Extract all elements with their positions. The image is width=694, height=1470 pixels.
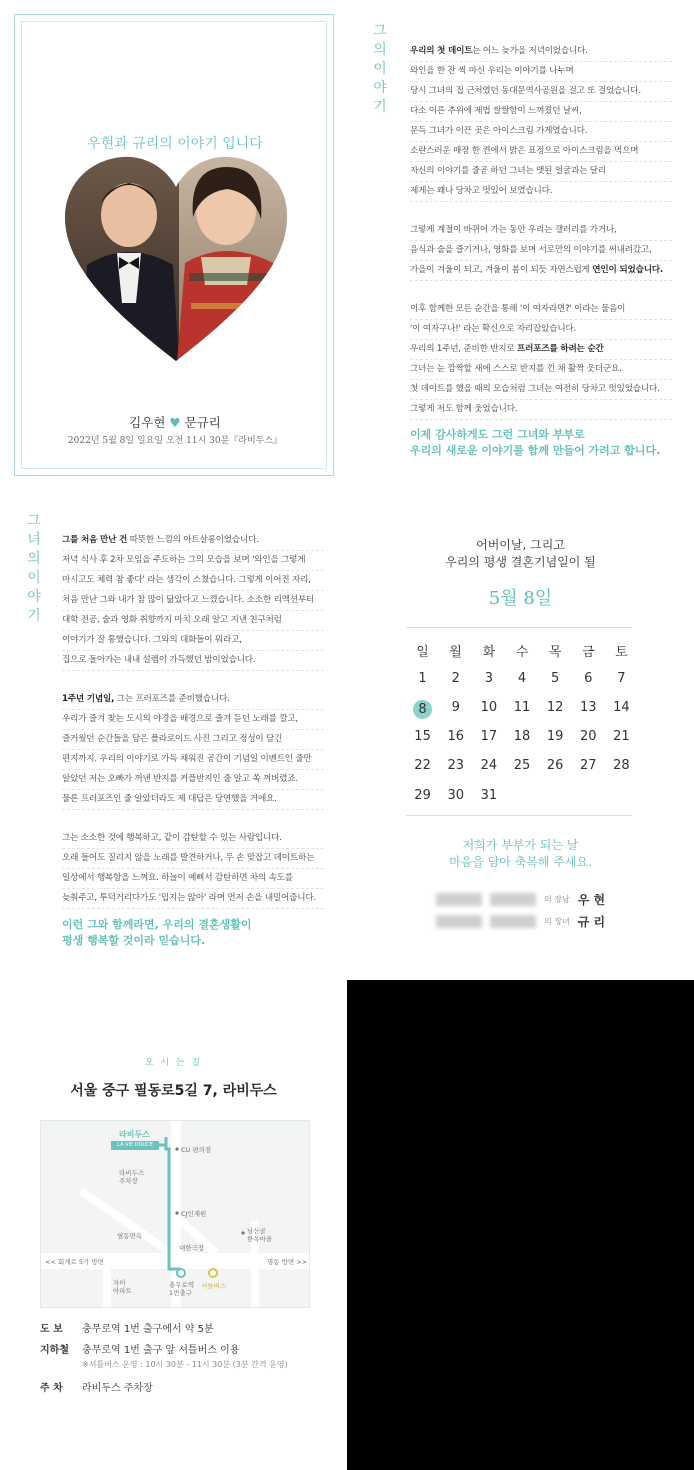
map-shuttle-label: 셔틀버스 (201, 1282, 227, 1290)
calendar-day: 16 (447, 729, 464, 744)
story-text: 마시고도 체력 참 좋다' 라는 생각이 스쳤습니다. 그렇게 이어진 자리, (62, 575, 311, 585)
calendar-weekday: 화 (482, 645, 496, 660)
calendar-day: 10 (480, 700, 498, 715)
venue-address: 서울 중구 필동로5길 7, 라비두스 (70, 1083, 277, 1099)
calendar-day: 4 (517, 671, 527, 686)
directions-note: ※셔틀버스 운영 : 10시 30분 - 11시 30분 (3분 간격 운영) (82, 1360, 288, 1369)
directions-key: 도 보 (40, 1324, 63, 1335)
vertical-label-char: 의 (373, 42, 387, 58)
story-text: 는 어느 늦가을 저녁이었습니다. (472, 46, 588, 56)
groom-name: 김우현 (129, 415, 166, 430)
couple-heart-photo (61, 153, 291, 363)
calendar-day: 1 (418, 671, 427, 686)
directions-value: 충무로역 1번 출구 앞 셔틀버스 이용 (82, 1345, 240, 1356)
vertical-label-char: 기 (373, 99, 387, 115)
story-line (410, 320, 672, 340)
map-xi-line: 자이 (113, 1279, 126, 1287)
story-line (62, 889, 324, 909)
calendar-message-line: 마음을 담아 축복해 주세요. (449, 855, 592, 869)
story-text: 일상에서 행복함을 느껴요. 하늘이 예뻐서 감탄하면 차의 속도를 (62, 873, 293, 883)
vertical-label-char: 야 (373, 80, 387, 96)
vertical-label-char: 의 (27, 551, 41, 567)
story-text: 그녀는 눈 깜짝할 새에 스스로 반지를 낀 채 활짝 웃더군요. (410, 364, 622, 374)
groom-parents-row (436, 891, 636, 908)
map-parking-label (119, 1169, 144, 1185)
story-text: 제게는 꽤나 당차고 멋있어 보였습니다. (410, 186, 553, 196)
map-namsan-line: 한옥마을 (247, 1235, 273, 1243)
story-line (62, 551, 324, 571)
story-emphasis: 연인이 되었습니다. (592, 265, 663, 275)
calendar-day: 18 (513, 729, 531, 744)
calendar-day: 11 (513, 700, 531, 715)
map-xi-label (113, 1279, 132, 1295)
parent-relation: 의 장남 (544, 895, 570, 904)
directions-key: 지하철 (40, 1345, 69, 1356)
calendar-week-row (406, 758, 638, 773)
calendar-weekday-row (406, 641, 638, 660)
story-line (410, 241, 672, 261)
calendar-day: 20 (580, 729, 597, 744)
calendar-day: 27 (580, 758, 597, 773)
story-text: 이후 함께한 모든 순간을 통해 '이 여자라면?' 이라는 물음이 (410, 304, 626, 314)
map-cu-label: CU 편의점 (181, 1146, 212, 1154)
map-station-line: 1번출구 (169, 1289, 192, 1297)
calendar-day: 23 (447, 758, 464, 773)
story-emphasis: 1주년 기념일, (62, 694, 115, 704)
blurred-parent-name (490, 893, 536, 906)
calendar-week-row (406, 671, 638, 686)
wedding-datetime: 2022년 5월 8일 일요일 오전 11시 30분『라비두스』 (67, 436, 283, 446)
story-text: 우리가 즐겨 찾는 도시의 야경을 배경으로 즐겨 듣던 노래를 깔고, (62, 714, 298, 724)
story-text: 그렇게 계절이 바뀌어 가는 동안 우리는 갤러리를 가거나, (410, 225, 617, 235)
story-line (62, 571, 324, 591)
story-text: 물론 프러포즈인 줄 알았더라도 제 대답은 당연했을 거에요. (62, 794, 277, 804)
calendar-day: 9 (451, 700, 460, 715)
calendar-day: 15 (414, 729, 431, 744)
parent-relation: 의 장녀 (544, 917, 570, 926)
closing-line: 이제 감사하게도 그런 그녀와 부부로 (410, 428, 585, 441)
story-text: 알았던 저는 오빠가 꺼낸 반지를 커플반지인 줄 알고 쏙 껴버렸죠. (62, 774, 298, 784)
story-line (62, 591, 324, 611)
her-story-vertical-label (24, 512, 44, 626)
calendar-day: 5 (550, 671, 560, 686)
story-line (62, 849, 324, 869)
story-text: 그는 소소한 것에 행복하고, 같이 감탄할 수 있는 사람입니다. (62, 833, 282, 843)
story-line (410, 122, 672, 142)
calendar-day: 12 (546, 700, 564, 715)
calendar-day: 3 (484, 671, 493, 686)
calendar-day: 13 (580, 700, 597, 715)
story-line (410, 62, 672, 82)
calendar-day: 24 (480, 758, 498, 773)
closing-line: 우리의 새로운 이야기를 함께 만들어 가려고 합니다. (410, 444, 661, 457)
story-line (410, 221, 672, 241)
map-parking-line: 주차장 (119, 1177, 138, 1185)
map-namsan-label (247, 1227, 272, 1243)
calendar-weekday: 일 (416, 645, 429, 660)
her-story-closing (62, 917, 252, 949)
story-text: 당시 그녀의 집 근처였던 동대문역사공원을 걸고 또 걸었습니다. (410, 86, 641, 96)
story-text: 저녁 식사 후 2차 모임을 주도하는 그의 모습을 보며 '와인을 그렇게 (62, 555, 306, 565)
calendar-weekday: 수 (515, 645, 529, 660)
story-line (62, 710, 324, 730)
calendar-intro-line: 우리의 평생 결혼기념일이 될 (445, 555, 596, 569)
blurred-parent-name (490, 915, 536, 928)
calendar-day (505, 788, 538, 803)
calendar-day: 22 (414, 758, 431, 773)
directions-key: 주 차 (40, 1383, 63, 1394)
story-text: 음식과 술을 즐기거나, 영화를 보며 서로만의 이야기를 써내려갔고, (410, 245, 652, 255)
vertical-label-char: 이 (27, 570, 41, 586)
directions-section-label: 오 시 는 길 (144, 1058, 203, 1068)
calendar-day: 19 (546, 729, 564, 744)
story-text: 문득 그녀가 이끈 곳은 아이스크림 가게였습니다. (410, 126, 588, 136)
story-text: 그는 프러포즈를 준비했습니다. (114, 694, 230, 704)
calendar-day: 2 (451, 671, 460, 686)
directions-parking-row (40, 1379, 153, 1394)
story-line (410, 340, 672, 360)
vertical-label-char: 녀 (27, 532, 41, 548)
story-line (410, 42, 672, 62)
story-line (62, 869, 324, 889)
cover-title: 우현과 규리의 이야기 입니다 (87, 136, 263, 152)
calendar-day: 14 (613, 700, 630, 715)
story-line (62, 631, 324, 651)
calendar-day: 6 (584, 671, 593, 686)
paragraph-gap (410, 281, 672, 300)
calendar-intro (347, 537, 694, 571)
calendar-top-divider (406, 627, 632, 628)
closing-line: 평생 행복할 것이라 믿습니다. (62, 934, 206, 947)
map-parking-line: 라비두스 (119, 1169, 145, 1177)
bride-name: 문규리 (184, 415, 221, 430)
map-xi-line: 아파트 (113, 1287, 132, 1295)
story-text: 첫 데이트를 했을 때의 모습처럼 그녀는 여전히 당차고 멋있었습니다. (410, 384, 660, 394)
bride-parents-row (436, 913, 636, 930)
his-story-vertical-label (370, 22, 390, 117)
calendar-message (347, 837, 694, 871)
story-text: 편지까지. 우리의 이야기로 가득 채워진 공간이 기념일 이벤트인 줄만 (62, 754, 312, 764)
story-emphasis: 우리의 첫 데이트 (410, 46, 473, 56)
map-venue-label: 라비두스 (119, 1130, 150, 1139)
story-text: 늦춰주고, 투덕거리다가도 '밉지는 않아' 라며 먼저 손을 내밀어줍니다. (62, 893, 316, 903)
story-text: 그렇게 저도 함께 웃었습니다. (410, 404, 518, 414)
calendar-day: 28 (613, 758, 630, 773)
calendar-day: 21 (613, 729, 630, 744)
story-line (62, 611, 324, 631)
story-text: 처음 만난 그와 내가 참 많이 닮았다고 느꼈습니다. 소소한 리액션부터 (62, 595, 315, 605)
story-line (410, 182, 672, 202)
story-text: 집으로 돌아가는 내내 설렘이 가득했던 밤이었습니다. (62, 655, 256, 665)
paragraph-gap (62, 810, 324, 829)
vertical-label-char: 그 (373, 23, 387, 39)
calendar-day (539, 788, 572, 803)
map-right-direction: 명동 방면 >> (267, 1258, 308, 1266)
map-pildong-label: 필동면옥 (117, 1232, 143, 1240)
child-name: 우 현 (577, 893, 606, 907)
story-text: 따뜻한 느낌의 아트살롱이었습니다. (127, 535, 259, 545)
map-station-line: 충무로역 (169, 1281, 195, 1289)
closing-line: 이런 그와 함께라면, 우리의 결혼생활이 (62, 918, 252, 931)
story-emphasis: 프러포즈를 하려는 순간 (517, 344, 604, 354)
story-text: '이 여자구나!' 라는 확신으로 자리잡았습니다. (410, 324, 577, 334)
map-namsan-line: 남산골 (247, 1227, 266, 1235)
story-text: 이야기가 잘 통했습니다. 그와의 대화들이 뭐라고, (62, 635, 242, 645)
story-line (410, 102, 672, 122)
story-line (62, 829, 324, 849)
vertical-label-char: 이 (373, 61, 387, 77)
blurred-parent-name (436, 915, 482, 928)
child-name: 규 리 (577, 915, 606, 929)
story-line (62, 730, 324, 750)
calendar-day: 26 (546, 758, 564, 773)
story-line (410, 82, 672, 102)
her-story-text (62, 531, 324, 909)
calendar-day (406, 700, 439, 719)
map-venue-sign: LA VIE DOUCE (111, 1141, 159, 1150)
story-line (410, 142, 672, 162)
couple-names (15, 413, 335, 431)
story-text: 오래 들어도 질리지 않을 노래를 발견하거나, 두 손 맞잡고 데이트하는 (62, 853, 315, 863)
venue-map[interactable] (40, 1120, 310, 1308)
calendar-day: 7 (617, 671, 626, 686)
story-text: 자신의 이야기를 줄곧 하던 그녀는 앳된 얼굴과는 달리 (410, 166, 606, 176)
blurred-parent-name (436, 893, 482, 906)
story-line (410, 300, 672, 320)
empty-black-panel (347, 980, 694, 1470)
his-story-closing (410, 427, 660, 459)
calendar-day (572, 788, 605, 803)
calendar-day: 31 (480, 788, 498, 803)
calendar-day: 30 (447, 788, 464, 803)
story-line (62, 770, 324, 790)
story-line (410, 261, 672, 281)
story-line (62, 690, 324, 710)
calendar-day: 29 (414, 788, 431, 803)
calendar-date-title: 5월 8일 (488, 588, 553, 609)
calendar-weekday: 토 (615, 645, 628, 660)
calendar-selected-day: 8 (413, 700, 432, 719)
story-line (410, 380, 672, 400)
calendar-weekday: 목 (548, 645, 562, 660)
directions-subway-row (40, 1341, 288, 1370)
story-text: 소란스러운 매장 한 켠에서 밝은 표정으로 아이스크림을 먹으며 (410, 146, 639, 156)
story-line (62, 750, 324, 770)
heart-icon: ♥ (169, 415, 181, 430)
map-cj-label: CJ인재원 (181, 1210, 207, 1218)
map-daehan-label: 대한극장 (179, 1244, 205, 1252)
calendar-bottom-divider (406, 815, 632, 816)
paragraph-gap (410, 202, 672, 221)
cover-card (14, 14, 334, 476)
vertical-label-char: 야 (27, 589, 41, 605)
story-line (410, 360, 672, 380)
story-line (62, 790, 324, 810)
directions-value: 충무로역 1번 출구에서 약 5분 (82, 1324, 214, 1335)
story-line (62, 651, 324, 671)
calendar-day (605, 788, 638, 803)
calendar-week-row (406, 788, 638, 803)
calendar-weekday: 월 (449, 645, 462, 660)
calendar-day: 25 (513, 758, 531, 773)
story-text: 우리의 1주년, 준비한 반지로 (410, 344, 518, 354)
map-route-overlay (41, 1121, 309, 1307)
calendar-message-line: 저희가 부부가 되는 날 (462, 838, 579, 852)
paragraph-gap (62, 671, 324, 690)
story-text: 다소 이른 추위에 제법 쌀쌀함이 느껴졌던 날씨, (410, 106, 582, 116)
vertical-label-char: 그 (27, 513, 41, 529)
calendar-week-row (406, 700, 638, 719)
directions-walk-row (40, 1320, 214, 1335)
calendar-intro-line: 어버이날, 그리고 (476, 538, 565, 552)
story-line (62, 531, 324, 551)
story-text: 즐거웠던 순간들을 담은 폴라로이드 사진 그리고 정성이 담긴 (62, 734, 283, 744)
story-text: 와인을 한 잔 씩 마신 우리는 이야기를 나누며 (410, 66, 574, 76)
story-text: 가을이 겨울이 되고, 겨울이 봄이 되듯 자연스럽게 (410, 265, 593, 275)
map-left-direction: << 회계로 5가 방면 (45, 1258, 104, 1266)
map-station-label (169, 1281, 194, 1297)
vertical-label-char: 기 (27, 608, 41, 624)
calendar-weekday: 금 (581, 645, 595, 660)
story-line (410, 400, 672, 420)
story-line (410, 162, 672, 182)
story-text: 대학 전공, 술과 영화 취향까지 마치 오래 알고 지낸 친구처럼 (62, 615, 282, 625)
directions-value: 라비두스 주차장 (82, 1383, 153, 1394)
story-emphasis: 그를 처음 만난 건 (62, 535, 128, 545)
calendar-week-row (406, 729, 638, 744)
calendar-day: 17 (480, 729, 498, 744)
his-story-text (410, 42, 672, 420)
